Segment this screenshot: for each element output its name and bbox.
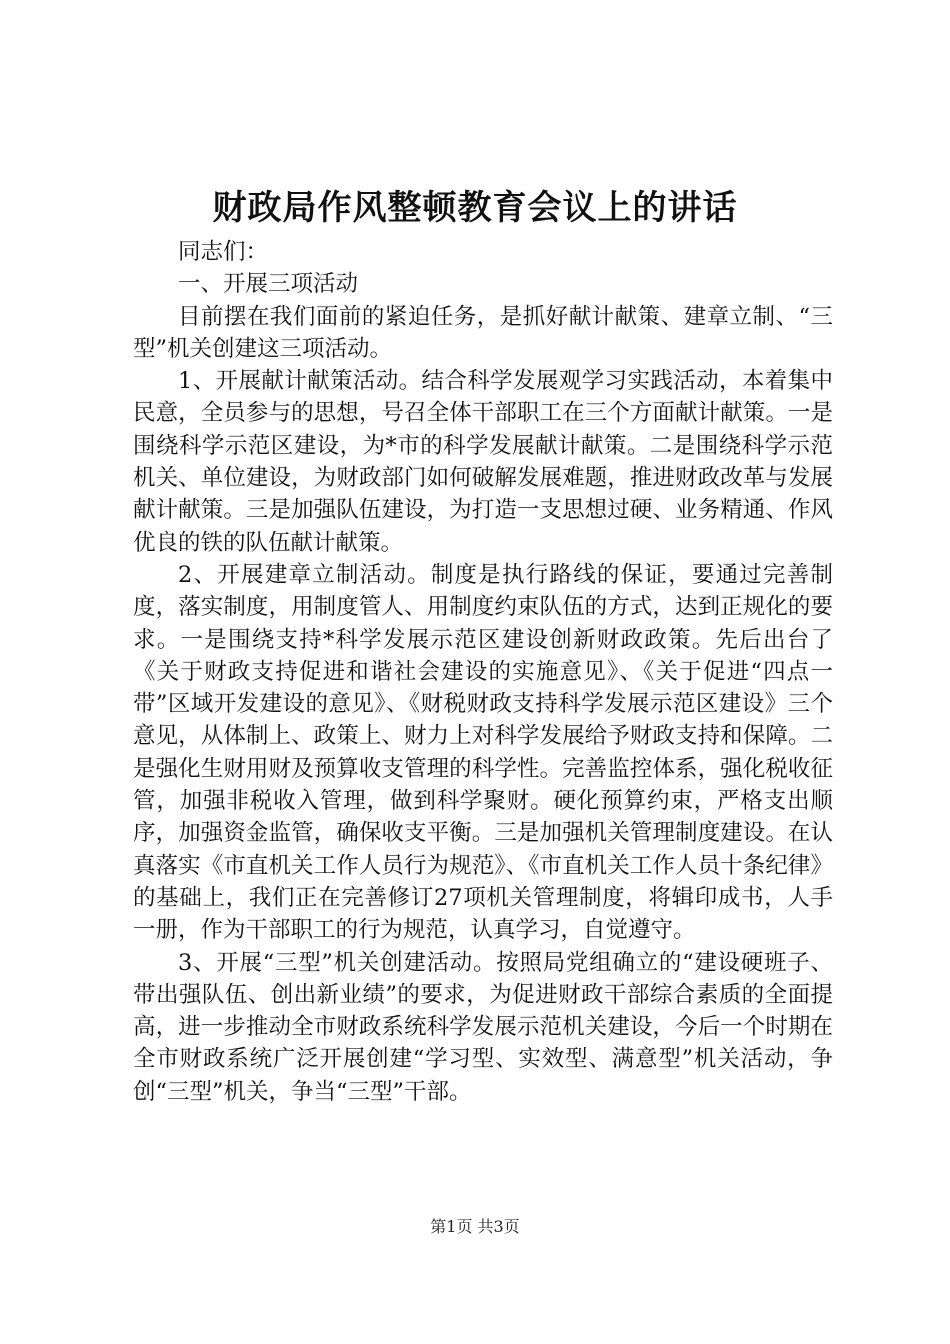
salutation-paragraph: 同志们： bbox=[178, 239, 269, 265]
document-body bbox=[133, 236, 833, 1108]
activity-2-paragraph: 2、开展建章立制活动。制度是执行路线的保证，要通过完善制度，落实制度，用制度管人、用制度约束队伍的方式，达到正规化的要求。一是围绕支持*科学发展示范区建设创新财政政策。先后出台了《关于财政支持促进和谐社会建设的实施意见》、《关于促进“四点一带”区域开发建设的意见》、《财税财政支持科学发展示范区建设》三个意见，从体制上、政策上、财力上对科学发展给予财政支持和保障。二是强化生财用财及预算收支管理的科学性。完善监控体系，强化税收征管，加强非税收入管理，做到科学聚财。硬化预算约束，严格支出顺序，加强资金监管，确保收支平衡。三是加强机关管理制度建设。在认真落实《市直机关工作人员行为规范》、《市直机关工作人员十条纪律》的基础上，我们正在完善修订27项机关管理制度，将辑印成书，人手一册，作为干部职工的行为规范，认真学习，自觉遵守。 bbox=[133, 561, 833, 944]
intro-paragraph: 目前摆在我们面前的紧迫任务，是抓好献计献策、建章立制、“三型”机关创建这三项活动。 bbox=[133, 303, 833, 362]
section-heading: 一、开展三项活动 bbox=[178, 271, 359, 298]
activity-1-paragraph: 1、开展献计献策活动。结合科学发展观学习实践活动，本着集中民意，全员参与的思想，号召全体干部职工在三个方面献计献策。一是围绕科学示范区建设，为*市的科学发展献计献策。二是围绕科学示范机关、单位建设，为财政部门如何破解发展难题，推进财政改革与发展献计献策。三是加强队伍建设，为打造一支思想过硬、业务精通、作风优良的铁的队伍献计献策。 bbox=[133, 368, 833, 556]
page-number-footer: 第1页 共3页 bbox=[430, 1217, 520, 1236]
document-title: 财政局作风整顿教育会议上的讲话 bbox=[212, 188, 738, 228]
activity-3-paragraph: 3、开展“三型”机关创建活动。按照局党组确立的“建设硬班子、带出强队伍、创出新业绩”的要求，为促进财政干部综合素质的全面提高，进一步推动全市财政系统科学发展示范机关建设，今后一个时期在全市财政系统广泛开展创建“学习型、实效型、满意型”机关活动，争创“三型”机关，争当“三型”干部。 bbox=[133, 949, 833, 1105]
